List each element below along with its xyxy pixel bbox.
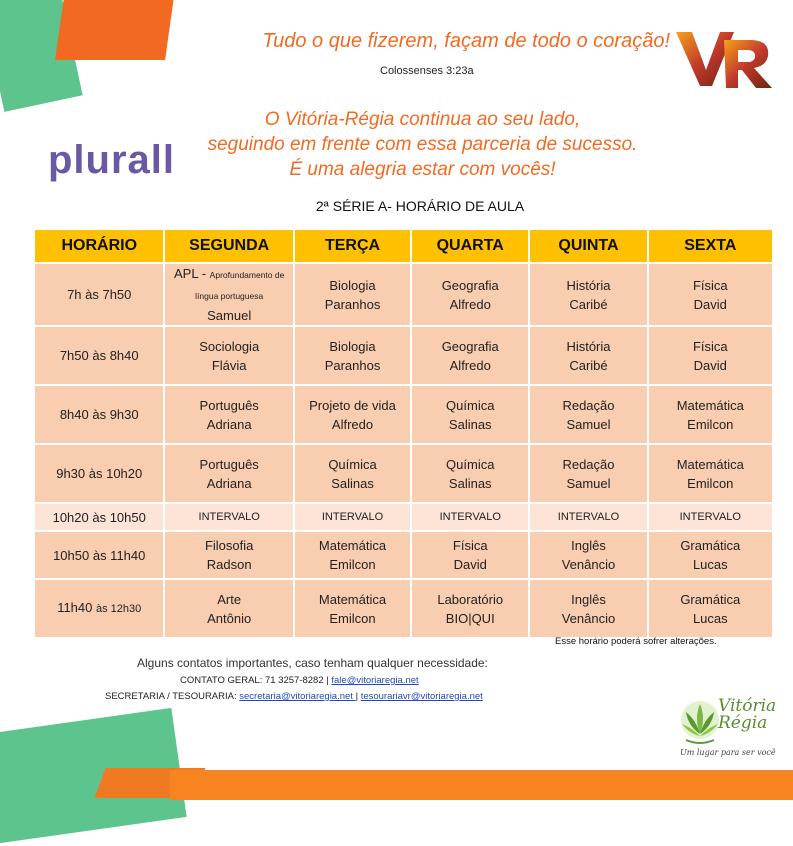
tesouraria-email-link[interactable]: tesourariavr@vitoriaregia.net: [360, 691, 483, 702]
break-cell: INTERVALO: [411, 503, 529, 531]
partnership-message: [160, 107, 685, 182]
time-cell: 8h40 às 9h30: [34, 385, 164, 444]
brand-line: Régia: [718, 713, 768, 733]
subject: Sociologia: [199, 338, 260, 354]
break-cell: INTERVALO: [529, 503, 647, 531]
teacher: Flávia: [211, 357, 247, 373]
teacher: Alfredo: [331, 416, 374, 432]
teacher: Radson: [206, 557, 252, 572]
subject: Química: [328, 456, 377, 472]
class-cell: [411, 326, 529, 385]
class-cell: [294, 579, 411, 638]
class-cell: [648, 385, 773, 444]
brand-line: Vitória: [718, 696, 777, 716]
decorative-orange-shape-top: [55, 0, 175, 60]
class-cell: [164, 579, 293, 638]
teacher: Salinas: [448, 416, 492, 432]
class-cell: [529, 326, 647, 385]
general-email-link[interactable]: fale@vitoriaregia.net: [331, 675, 419, 686]
secretaria-contact-line: [105, 691, 483, 702]
subject: Geografia: [441, 277, 499, 293]
teacher: David: [693, 296, 727, 312]
class-cell: [164, 326, 293, 385]
message-line: seguindo em frente com essa parceria de sucesso.: [207, 134, 638, 155]
time-cell: 9h30 às 10h20: [34, 444, 164, 503]
teacher: Alfredo: [449, 296, 491, 312]
schedule-table: [33, 228, 774, 639]
contacts-heading: Alguns contatos importantes, caso tenham qualquer necessidade:: [137, 656, 488, 670]
subject: Projeto de vida: [309, 397, 396, 413]
class-cell: [164, 385, 293, 444]
table-row: [34, 385, 773, 444]
subject: Química: [446, 397, 495, 413]
subject: Arte: [217, 591, 242, 607]
separator: |: [355, 691, 361, 702]
teacher: Emilcon: [329, 557, 376, 572]
secretaria-label: SECRETARIA / TESOURARIA:: [105, 691, 240, 702]
class-cell: [529, 385, 647, 444]
vr-logo: [672, 26, 778, 90]
subject: Biologia: [329, 338, 376, 354]
subject: Física: [692, 338, 728, 354]
subject: Matemática: [318, 591, 387, 607]
subject: Gramática: [680, 591, 741, 607]
time-cell: 10h50 às 11h40: [34, 531, 164, 579]
teacher: Lucas: [692, 610, 728, 626]
teacher: Emilcon: [329, 610, 376, 626]
table-row: [34, 579, 773, 638]
class-cell: [294, 531, 411, 579]
subject: Inglês: [571, 538, 606, 553]
time-cell: 7h às 7h50: [34, 263, 164, 326]
class-cell: [164, 263, 293, 326]
change-notice: Esse horário poderá sofrer alterações.: [555, 636, 717, 647]
teacher: Caribé: [569, 296, 608, 312]
subject: História: [566, 338, 611, 354]
teacher: Caribé: [569, 357, 608, 373]
message-line: É uma alegria estar com vocês!: [289, 159, 556, 180]
time-cell: [34, 579, 164, 638]
time-end: às 12h30: [96, 603, 142, 615]
class-cell: [529, 444, 647, 503]
teacher: Paranhos: [324, 357, 381, 373]
break-cell: INTERVALO: [294, 503, 411, 531]
subject: Filosofia: [204, 538, 254, 553]
subject: Biologia: [329, 277, 376, 293]
class-cell: [164, 444, 293, 503]
teacher: Salinas: [331, 475, 374, 491]
subject: Redação: [562, 456, 615, 472]
class-cell: [648, 263, 773, 326]
class-cell: [411, 385, 529, 444]
teacher: Lucas: [692, 557, 728, 572]
teacher: Samuel: [566, 416, 611, 432]
class-cell: [294, 263, 411, 326]
class-cell: [411, 263, 529, 326]
teacher: Venâncio: [561, 610, 616, 626]
subject: Laboratório: [437, 591, 504, 607]
class-cell: [648, 444, 773, 503]
subject: Física: [692, 277, 728, 293]
subject: Redação: [562, 397, 615, 413]
general-contact-label: CONTATO GERAL: 71 3257-8282 |: [180, 675, 332, 686]
subject: Português: [199, 397, 259, 413]
teacher: Adriana: [206, 416, 252, 432]
subject: Geografia: [441, 338, 499, 354]
subject: Química: [446, 456, 495, 472]
class-cell: [294, 326, 411, 385]
table-row: [34, 263, 773, 326]
subject: APL -: [174, 266, 210, 281]
plurall-logo: plurall: [48, 138, 176, 182]
class-cell: [529, 579, 647, 638]
decorative-orange-bar-bottom: [170, 770, 793, 800]
class-cell: [648, 579, 773, 638]
message-line: O Vitória-Régia continua ao seu lado,: [264, 109, 581, 130]
brand-tagline: Um lugar para ser você: [680, 748, 776, 757]
class-cell: [411, 444, 529, 503]
subject: Física: [452, 538, 488, 553]
teacher: Samuel: [207, 308, 252, 323]
motto-text: Tudo o que fizerem, façam de todo o coração!: [262, 30, 670, 52]
bible-verse: Colossenses 3:23a: [380, 65, 474, 77]
class-cell: [529, 531, 647, 579]
table-row: [34, 531, 773, 579]
teacher: BIO|QUI: [445, 610, 495, 626]
class-cell: [294, 444, 411, 503]
subject: Gramática: [680, 538, 741, 553]
class-cell: [411, 579, 529, 638]
subject: Matemática: [676, 397, 744, 413]
teacher: Alfredo: [449, 357, 491, 373]
subject: Matemática: [676, 456, 744, 472]
subject-note: Aprofundamento de língua portuguesa: [195, 270, 285, 301]
general-contact-line: [180, 675, 419, 686]
vitoria-regia-wordmark: [718, 698, 776, 732]
class-cell: [411, 531, 529, 579]
subject: História: [566, 277, 611, 293]
break-cell: INTERVALO: [164, 503, 293, 531]
table-row: [34, 444, 773, 503]
teacher: Paranhos: [324, 296, 381, 312]
teacher: Venâncio: [561, 557, 616, 572]
teacher: Adriana: [206, 475, 252, 491]
subject: Matemática: [318, 538, 387, 553]
teacher: Samuel: [566, 475, 611, 491]
column-header: SEXTA: [648, 229, 773, 263]
subject: Inglês: [571, 591, 606, 607]
secretaria-email-link[interactable]: secretaria@vitoriaregia.net: [239, 691, 356, 702]
table-row: [34, 326, 773, 385]
break-row: [34, 503, 773, 531]
column-header: TERÇA: [294, 229, 411, 263]
time-start: 11h40: [57, 600, 93, 615]
teacher: Emilcon: [687, 416, 734, 432]
time-cell: 10h20 às 10h50: [34, 503, 164, 531]
column-header: QUARTA: [411, 229, 529, 263]
teacher: Salinas: [448, 475, 492, 491]
column-header: SEGUNDA: [164, 229, 293, 263]
column-header: HORÁRIO: [34, 229, 164, 263]
break-cell: INTERVALO: [648, 503, 773, 531]
schedule-title: 2ª SÉRIE A- HORÁRIO DE AULA: [315, 198, 525, 214]
class-cell: [648, 531, 773, 579]
teacher: David: [453, 557, 487, 572]
class-cell: [529, 263, 647, 326]
subject: Português: [199, 456, 259, 472]
teacher: Emilcon: [687, 475, 734, 491]
teacher: Antônio: [207, 610, 252, 626]
table-header-row: [34, 229, 773, 263]
class-cell: [648, 326, 773, 385]
teacher: David: [693, 357, 727, 373]
column-header: QUINTA: [529, 229, 647, 263]
class-cell: [294, 385, 411, 444]
time-cell: 7h50 às 8h40: [34, 326, 164, 385]
class-cell: [164, 531, 293, 579]
